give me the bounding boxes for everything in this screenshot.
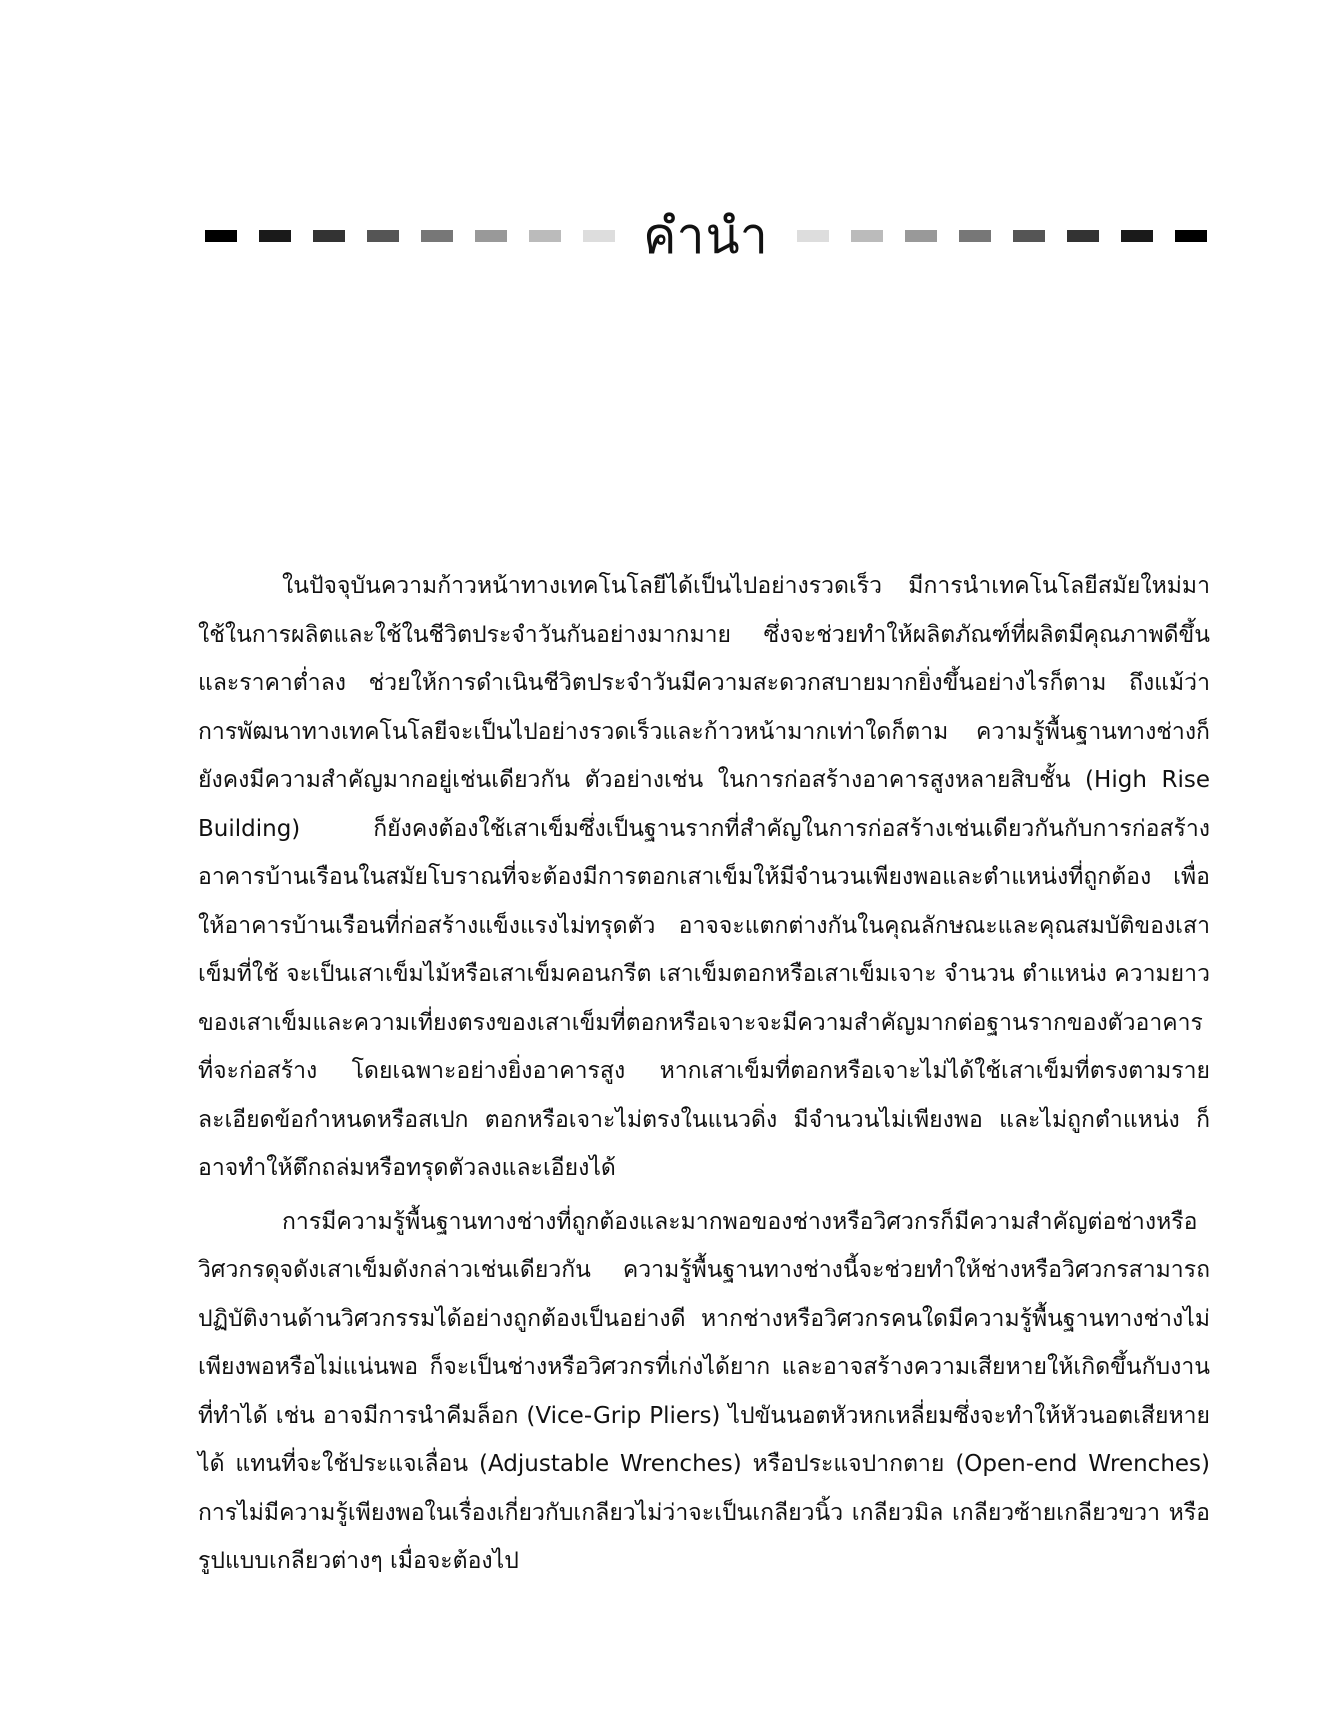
dash (367, 230, 399, 242)
page-title: คำนำ (643, 207, 769, 265)
dash (851, 230, 883, 242)
dash (905, 230, 937, 242)
dash (797, 230, 829, 242)
dash (421, 230, 453, 242)
dash (959, 230, 991, 242)
dash (475, 230, 507, 242)
dash (1175, 230, 1207, 242)
preface-body (198, 562, 1210, 1591)
dash (583, 230, 615, 242)
left-dash-decoration (205, 230, 615, 242)
paragraph: ในปัจจุบันความก้าวหน้าทางเทคโนโลยีได้เป็นไปอย่างรวดเร็ว มีการนำเทคโนโลยีสมัยใหม่มาใช้ในการผลิตและใช้ในชีวิตประจำวันกันอย่างมากมาย ซึ่งจะช่วยทำให้ผลิตภัณฑ์ที่ผลิตมีคุณภาพดีขึ้นและราคาต่ำลง ช่วยให้การดำเนินชีวิตประจำวันมีความสะดวกสบายมากยิ่งขึ้นอย่างไรก็ตาม ถึงแม้ว่าการพัฒนาทางเทคโนโลยีจะเป็นไปอย่างรวดเร็วและก้าวหน้ามากเท่าใดก็ตาม ความรู้พื้นฐานทางช่างก็ยังคงมีความสำคัญมากอยู่เช่นเดียวกัน ตัวอย่างเช่น ในการก่อสร้างอาคารสูงหลายสิบชั้น (High Rise Building) ก็ยังคงต้องใช้เสาเข็มซึ่งเป็นฐานรากที่สำคัญในการก่อสร้างเช่นเดียวกันกับการก่อสร้างอาคารบ้านเรือนในสมัยโบราณที่จะต้องมีการตอกเสาเข็มให้มีจำนวนเพียงพอและตำแหน่งที่ถูกต้อง เพื่อให้อาคารบ้านเรือนที่ก่อสร้างแข็งแรงไม่ทรุดตัว อาจจะแตกต่างกันในคุณลักษณะและคุณสมบัติของเสาเข็มที่ใช้ จะเป็นเสาเข็มไม้หรือเสาเข็มคอนกรีต เสาเข็มตอกหรือเสาเข็มเจาะ จำนวน ตำแหน่ง ความยาวของเสาเข็มและความเที่ยงตรงของเสาเข็มที่ตอกหรือเจาะจะมีความสำคัญมากต่อฐานรากของตัวอาคารที่จะก่อสร้าง โดยเฉพาะอย่างยิ่งอาคารสูง หากเสาเข็มที่ตอกหรือเจาะไม่ได้ใช้เสาเข็มที่ตรงตามรายละเอียดข้อกำหนดหรือสเปก ตอกหรือเจาะไม่ตรงในแนวดิ่ง มีจำนวนไม่เพียงพอ และไม่ถูกตำแหน่ง ก็อาจทำให้ตึกถล่มหรือทรุดตัวลงและเอียงได้ (198, 573, 1210, 1181)
dash (1121, 230, 1153, 242)
paragraph: การมีความรู้พื้นฐานทางช่างที่ถูกต้องและมากพอของช่างหรือวิศวกรก็มีความสำคัญต่อช่างหรือวิศวกรดุจดังเสาเข็มดังกล่าวเช่นเดียวกัน ความรู้พื้นฐานทางช่างนี้จะช่วยทำให้ช่างหรือวิศวกรสามารถปฏิบัติงานด้านวิศวกรรมได้อย่างถูกต้องเป็นอย่างดี หากช่างหรือวิศวกรคนใดมีความรู้พื้นฐานทางช่างไม่เพียงพอหรือไม่แน่นพอ ก็จะเป็นช่างหรือวิศวกรที่เก่งได้ยาก และอาจสร้างความเสียหายให้เกิดขึ้นกับงานที่ทำได้ เช่น อาจมีการนำคีมล็อก (Vice-Grip Pliers) ไปขันนอตหัวหกเหลี่ยมซึ่งจะทำให้หัวนอตเสียหายได้ แทนที่จะใช้ประแจเลื่อน (Adjustable Wrenches) หรือประแจปากตาย (Open-end Wrenches) การไม่มีความรู้เพียงพอในเรื่องเกี่ยวกับเกลียวไม่ว่าจะเป็นเกลียวนิ้ว เกลียวมิล เกลียวซ้ายเกลียวขวา หรือรูปแบบเกลียวต่างๆ เมื่อจะต้องไป (198, 1208, 1210, 1574)
dash (205, 230, 237, 242)
right-dash-decoration (797, 230, 1207, 242)
dash (529, 230, 561, 242)
title-banner (205, 196, 1205, 276)
dash (313, 230, 345, 242)
dash (1067, 230, 1099, 242)
dash (1013, 230, 1045, 242)
dash (259, 230, 291, 242)
